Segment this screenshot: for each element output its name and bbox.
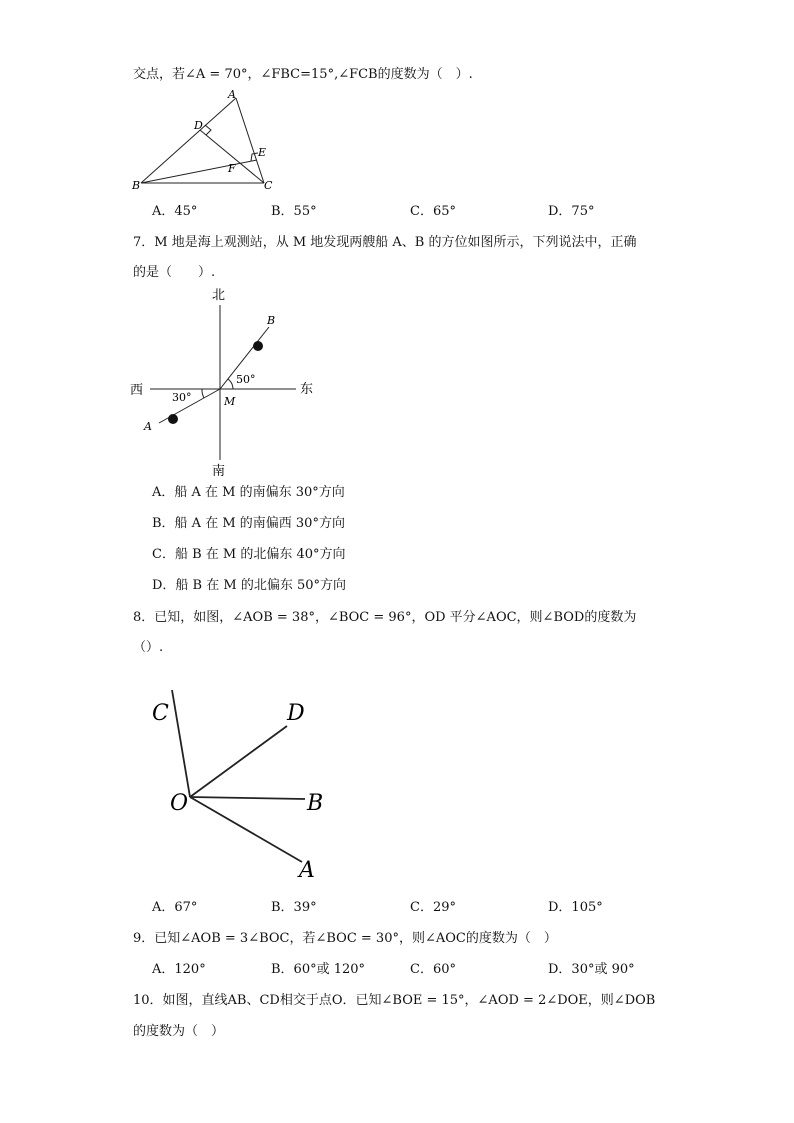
q8-angle-figure (150, 684, 340, 884)
q7-label-a: A (144, 420, 152, 433)
q8-option-c[interactable]: C．29° (410, 900, 456, 915)
q6-triangle-figure (130, 88, 280, 198)
q7-angle-50: 50° (236, 373, 256, 386)
q7-east-label: 东 (300, 382, 314, 397)
q9-option-b[interactable]: B．60°或 120° (271, 962, 366, 977)
q6-label-e: E (258, 146, 267, 159)
q8-label-d: D (287, 701, 305, 726)
q8-option-b[interactable]: B．39° (271, 900, 317, 915)
q8-stem-line1: 8．已知，如图，∠AOB = 38°，∠BOC = 96°，OD 平分∠AOC，则∠BOD的度数为 (133, 610, 637, 625)
q7-compass-figure (130, 283, 330, 478)
q9-option-d[interactable]: D．30°或 90° (548, 962, 635, 977)
q6-label-d: D (194, 119, 203, 132)
q7-north-label: 北 (212, 288, 226, 303)
q8-label-b: B (307, 791, 324, 816)
q6-label-a: A (228, 88, 236, 101)
q7-label-b: B (267, 314, 276, 327)
q6-stem: 交点，若∠A = 70°，∠FBC=15°,∠FCB的度数为（ ）. (133, 67, 473, 82)
q8-stem-line2: （）. (133, 640, 164, 655)
q8-label-a: A (299, 858, 315, 883)
q6-label-b: B (132, 179, 141, 192)
ship-a-marker (168, 414, 178, 424)
q10-stem-line2: 的度数为（ ） (133, 1024, 225, 1039)
q7-option-c[interactable]: C．船 B 在 M 的北偏东 40°方向 (152, 547, 346, 562)
q8-option-d[interactable]: D．105° (548, 900, 603, 915)
q6-label-f: F (228, 162, 236, 175)
q9-stem: 9．已知∠AOB = 3∠BOC，若∠BOC = 30°，则∠AOC的度数为（ ） (133, 931, 557, 946)
q8-label-o: O (170, 791, 189, 816)
q6-option-c[interactable]: C．65° (410, 204, 456, 219)
q7-angle-30: 30° (172, 391, 192, 404)
q9-option-a[interactable]: A．120° (152, 962, 206, 977)
q6-option-d[interactable]: D．75° (548, 204, 595, 219)
q7-south-label: 南 (212, 464, 226, 479)
q7-stem-line2: 的是（ ）. (133, 265, 216, 280)
q8-option-a[interactable]: A．67° (152, 900, 198, 915)
q6-label-c: C (264, 179, 273, 192)
q7-option-d[interactable]: D．船 B 在 M 的北偏东 50°方向 (152, 578, 346, 593)
q10-stem-line1: 10．如图，直线AB、CD相交于点O．已知∠BOE = 15°，∠AOD = 2∠DOE，则∠DOB (133, 993, 656, 1008)
q6-option-a[interactable]: A．45° (152, 204, 198, 219)
ship-b-marker (253, 341, 263, 351)
q6-option-b[interactable]: B．55° (271, 204, 317, 219)
q9-option-c[interactable]: C．60° (410, 962, 456, 977)
q7-stem-line1: 7．M 地是海上观测站，从 M 地发现两艘船 A、B 的方位如图所示，下列说法中，正确 (133, 235, 637, 250)
q7-option-b[interactable]: B．船 A 在 M 的南偏西 30°方向 (152, 516, 345, 531)
q8-label-c: C (152, 701, 169, 726)
q7-label-m: M (224, 395, 236, 408)
q7-option-a[interactable]: A．船 A 在 M 的南偏东 30°方向 (152, 485, 345, 500)
q7-west-label: 西 (130, 383, 144, 398)
